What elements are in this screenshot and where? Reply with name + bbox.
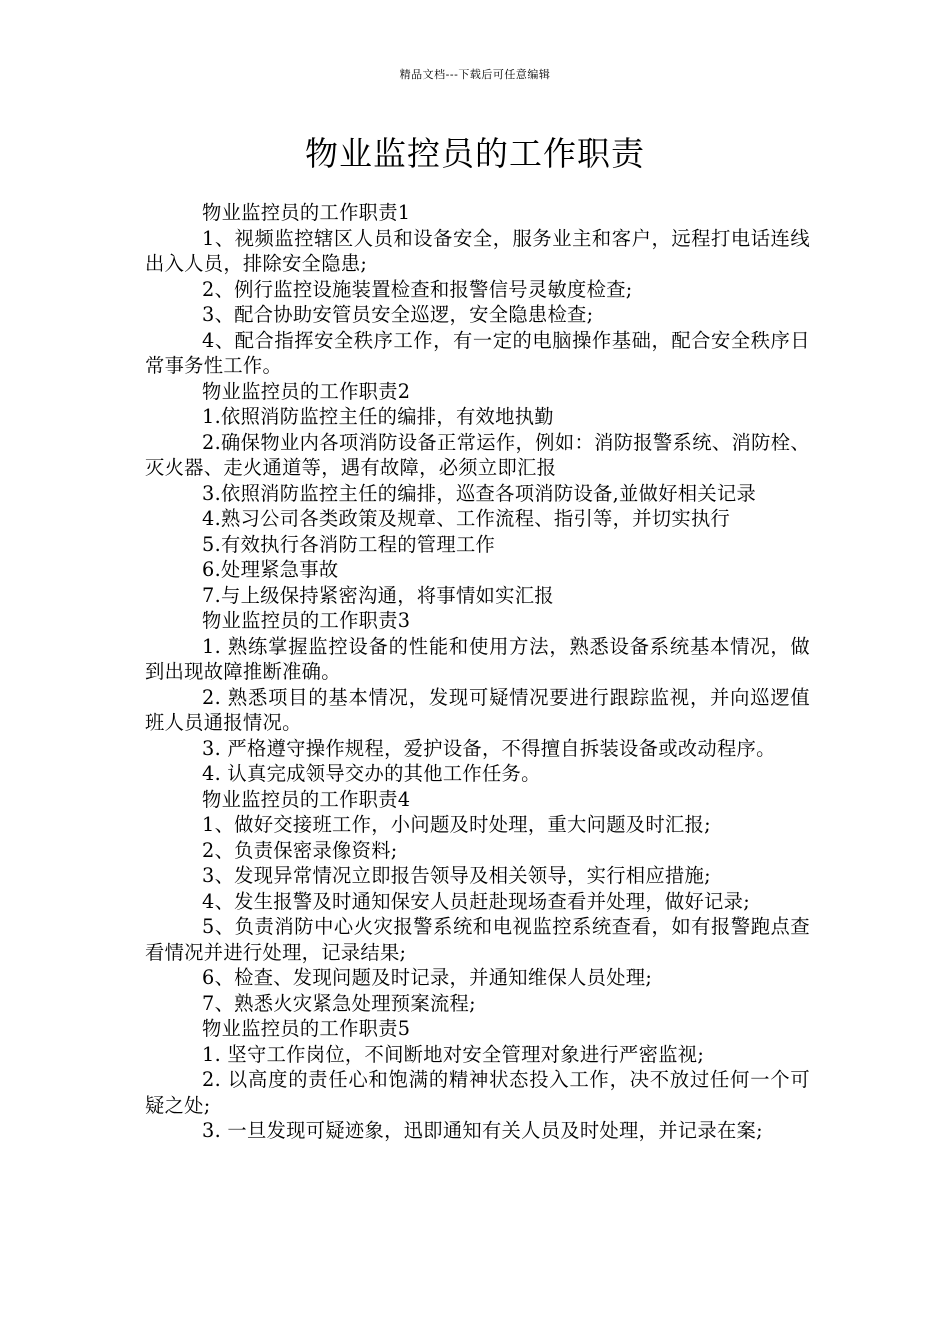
paragraph: 1. 坚守工作岗位，不间断地对安全管理对象进行严密监视;	[202, 1042, 705, 1066]
paragraph: 1、视频监控辖区人员和设备安全，服务业主和客户，远程打电话连线出入人员，排除安全隐患;	[145, 226, 810, 275]
paragraph: 1.依照消防监控主任的编排，有效地执勤	[202, 405, 554, 428]
section-heading-2: 物业监控员的工作职责2	[202, 379, 411, 403]
paragraph: 2、例行监控设施装置检查和报警信号灵敏度检查;	[202, 277, 633, 301]
paragraph: 4、发生报警及时通知保安人员赶赴现场查看并处理，做好记录;	[202, 889, 751, 913]
paragraph: 1. 熟练掌握监控设备的性能和使用方法，熟悉设备系统基本情况，做到出现故障推断准确。	[145, 634, 810, 683]
paragraph: 6、检查、发现问题及时记录，并通知维保人员处理;	[202, 966, 653, 989]
paragraph: 2. 熟悉项目的基本情况，发现可疑情况要进行跟踪监视，并向巡逻值班人员通报情况。	[145, 685, 810, 734]
paragraph: 5.有效执行各消防工程的管理工作	[202, 532, 496, 556]
paragraph: 5、负责消防中心火灾报警系统和电视监控系统查看，如有报警跑点查看情况并进行处理，记录结果;	[145, 915, 810, 964]
paragraph: 4、配合指挥安全秩序工作，有一定的电脑操作基础，配合安全秩序日常事务性工作。	[145, 328, 810, 377]
section-heading-3: 物业监控员的工作职责3	[202, 609, 411, 632]
section-heading-4: 物业监控员的工作职责4	[202, 787, 411, 811]
document-body	[145, 200, 810, 1144]
section-heading-1: 物业监控员的工作职责1	[202, 201, 411, 224]
page-header-note: 精品文档---下载后可任意编辑	[399, 68, 551, 81]
paragraph: 3、配合协助安管员安全巡逻，安全隐患检查;	[202, 303, 594, 326]
paragraph: 7.与上级保持紧密沟通，将事情如实汇报	[202, 583, 554, 607]
paragraph: 3、发现异常情况立即报告领导及相关领导，实行相应措施;	[202, 864, 711, 887]
paragraph: 7、熟悉火灾紧急处理预案流程;	[202, 991, 476, 1015]
paragraph: 6.处理紧急事故	[202, 558, 339, 581]
paragraph: 2.确保物业内各项消防设备正常运作，例如：消防报警系统、消防栓、灭火器、走火通道等，遇有故障，必须立即汇报	[145, 430, 810, 479]
paragraph: 3.依照消防监控主任的编排，巡查各项消防设备,並做好相关记录	[202, 481, 757, 505]
paragraph: 4. 认真完成领导交办的其他工作任务。	[202, 762, 541, 785]
paragraph: 2、负责保密录像资料;	[202, 838, 398, 862]
section-heading-5: 物业监控员的工作职责5	[202, 1017, 411, 1040]
paragraph: 4.熟习公司各类政策及规章、工作流程、指引等，并切实执行	[202, 507, 731, 530]
paragraph: 1、做好交接班工作，小问题及时处理，重大问题及时汇报;	[202, 813, 711, 836]
paragraph: 3. 一旦发现可疑迹象，迅即通知有关人员及时处理，并记录在案;	[202, 1119, 763, 1142]
paragraph: 2. 以高度的责任心和饱满的精神状态投入工作，决不放过任何一个可疑之处;	[145, 1068, 810, 1117]
paragraph: 3. 严格遵守操作规程，爱护设备，不得擅自拆装设备或改动程序。	[202, 736, 776, 760]
document-title: 物业监控员的工作职责	[305, 134, 645, 173]
